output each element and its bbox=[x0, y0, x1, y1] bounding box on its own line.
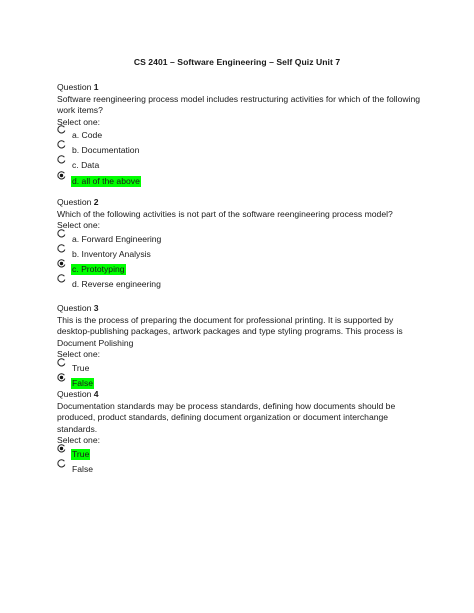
radio-button-icon[interactable] bbox=[57, 171, 66, 180]
answer-option-label: c. Data bbox=[72, 160, 100, 171]
radio-button-icon[interactable] bbox=[57, 444, 66, 453]
answer-option[interactable] bbox=[57, 361, 422, 376]
answer-option[interactable] bbox=[57, 174, 422, 189]
answer-option-label: a. Code bbox=[72, 130, 103, 140]
select-one-label: Select one: bbox=[57, 349, 100, 359]
document-title: CS 2401 – Software Engineering – Self Quiz Unit 7 bbox=[133, 57, 341, 67]
answer-option-label: b. Inventory Analysis bbox=[72, 248, 151, 259]
radio-button-icon[interactable] bbox=[57, 259, 66, 268]
radio-button-icon[interactable] bbox=[57, 229, 66, 238]
question-label: Question 3 bbox=[57, 303, 99, 313]
radio-selected-dot bbox=[60, 446, 63, 449]
question-3 bbox=[57, 303, 422, 391]
select-one-label: Select one: bbox=[57, 435, 100, 445]
answer-option-label: True bbox=[72, 362, 90, 373]
radio-button-icon[interactable] bbox=[57, 373, 66, 382]
select-one-label: Select one: bbox=[57, 220, 100, 230]
question-text: Software reengineering process model includes restructuring activities for which of the following work items? bbox=[57, 93, 421, 115]
answer-option[interactable] bbox=[57, 262, 422, 277]
answer-option[interactable] bbox=[57, 447, 422, 462]
answer-option[interactable] bbox=[57, 232, 422, 247]
answer-option[interactable] bbox=[57, 462, 422, 477]
radio-button-icon[interactable] bbox=[57, 155, 66, 164]
question-label: Question 1 bbox=[57, 82, 99, 92]
answer-option-label: False bbox=[72, 463, 94, 474]
radio-button-icon[interactable] bbox=[57, 140, 66, 149]
radio-button-icon[interactable] bbox=[57, 125, 66, 134]
question-2 bbox=[57, 197, 422, 292]
answer-option-label: a. Forward Engineering bbox=[72, 233, 162, 244]
question-text: Which of the following activities is not part of the software reengineering process model? bbox=[57, 208, 393, 219]
radio-button-icon[interactable] bbox=[57, 244, 66, 253]
radio-selected-dot bbox=[60, 375, 63, 378]
answer-option[interactable] bbox=[57, 158, 422, 173]
answer-option[interactable] bbox=[57, 128, 422, 143]
radio-button-icon[interactable] bbox=[57, 459, 66, 468]
answer-option-label: d. Reverse engineering bbox=[72, 279, 161, 290]
answer-option[interactable] bbox=[57, 247, 422, 262]
question-4 bbox=[57, 389, 422, 477]
answer-option-label: False bbox=[72, 377, 94, 388]
answer-option[interactable] bbox=[57, 143, 422, 158]
radio-selected-dot bbox=[60, 173, 63, 176]
select-one-label: Select one: bbox=[57, 116, 100, 127]
answer-option-label: c. Prototyping bbox=[72, 263, 125, 274]
question-text: This is the process of preparing the document for professional printing. It is supported by desktop-publishing packages, artwork packages and type styling programs. This process is Document Polishing bbox=[57, 314, 403, 348]
question-text: Documentation standards may be process standards, defining how documents should be produced, product standards, defining document organization or document interchange standards. bbox=[57, 400, 396, 434]
question-label: Question 2 bbox=[57, 197, 99, 207]
radio-button-icon[interactable] bbox=[57, 358, 66, 367]
answer-option-label: True bbox=[72, 448, 90, 459]
question-label: Question 4 bbox=[57, 389, 99, 399]
question-1 bbox=[57, 82, 422, 189]
answer-option-label: d. all of the above bbox=[72, 175, 140, 186]
radio-button-icon[interactable] bbox=[57, 274, 66, 283]
answer-option-label: b. Documentation bbox=[72, 145, 140, 156]
answer-option[interactable] bbox=[57, 277, 422, 292]
radio-selected-dot bbox=[60, 262, 63, 265]
